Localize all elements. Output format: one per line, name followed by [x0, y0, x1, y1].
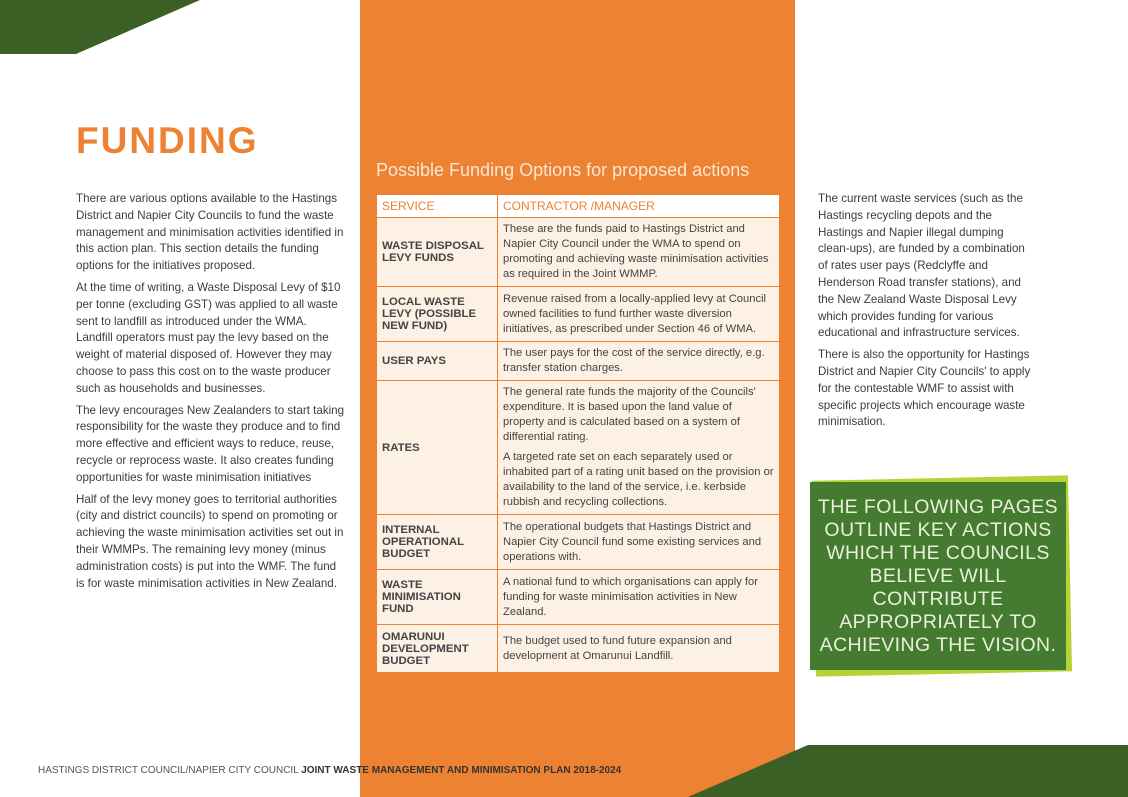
service-cell: LOCAL WASTE LEVY (POSSIBLE NEW FUND)	[377, 287, 498, 342]
table-row	[377, 515, 780, 570]
service-cell: RATES	[377, 381, 498, 515]
table-row	[377, 287, 780, 342]
table-row	[377, 570, 780, 625]
column-header-contractor: CONTRACTOR /MANAGER	[498, 195, 780, 218]
table-row	[377, 625, 780, 673]
description-cell: These are the funds paid to Hastings District and Napier City Council under the WMA to spend on promoting and achieving waste minimisation activities as required in the Joint WMMP.	[498, 218, 780, 287]
service-cell: INTERNAL OPERATIONAL BUDGET	[377, 515, 498, 570]
table-row	[377, 218, 780, 287]
description-paragraph: A targeted rate set on each separately used or inhabited part of a rating unit based on the provision or availability to the land of the service, i.e. kerbside rubbish and recycling collections.	[503, 451, 774, 508]
service-cell: WASTE DISPOSAL LEVY FUNDS	[377, 218, 498, 287]
description-cell: The user pays for the cost of the service directly, e.g. transfer station charges.	[498, 342, 780, 381]
left-paragraph: At the time of writing, a Waste Disposal Levy of $10 per tonne (excluding GST) was applied to all waste sent to landfill as introduced under the WMA. Landfill operators must pay the levy based on the weight of material disposed of. However they may choose to pass this cost on to the waste producer such as households and businesses.	[76, 280, 341, 395]
description-paragraph: The general rate funds the majority of the Councils' expenditure. It is based upon the land value of property and is calculated based on a system of differential rating.	[503, 386, 756, 443]
left-paragraph: Half of the levy money goes to territorial authorities (city and district councils) to spend on promoting or achieving the waste minimisation activities set out in their WMMPs. The remaining levy money (minus administration costs) is put into the WMF. The fund is for waste minimisation activities in New Zealand.	[76, 492, 344, 590]
footer-document-title: JOINT WASTE MANAGEMENT AND MINIMISATION PLAN 2018-2024	[301, 765, 622, 776]
callout-text: THE FOLLOWING PAGES OUTLINE KEY ACTIONS WHICH THE COUNCILS BELIEVE WILL CONTRIBUTE APPROPRIATELY TO ACHIEVING THE VISION.	[817, 495, 1059, 656]
table-row	[377, 381, 780, 515]
corner-decoration-top-left	[0, 0, 200, 54]
page-title: FUNDING	[76, 120, 259, 161]
table-row	[377, 342, 780, 381]
right-paragraph: The current waste services (such as the Hastings recycling depots and the Hastings and Napier illegal dumping clean-ups), are funded by a combination of rates user pays (Redclyffe and Henderson Road transfer stations), and the New Zealand Waste Disposal Levy which provides funding for various educational and infrastructure services.	[818, 192, 1025, 340]
table-title: Possible Funding Options for proposed actions	[376, 160, 750, 180]
left-column	[76, 191, 346, 597]
description-cell: A national fund to which organisations can apply for funding for waste minimisation activities in New Zealand.	[498, 570, 780, 625]
footer-organisation: HASTINGS DISTRICT COUNCIL/NAPIER CITY COUNCIL	[38, 765, 299, 776]
description-cell: The budget used to fund future expansion and development at Omarunui Landfill.	[498, 625, 780, 673]
callout-panel	[810, 482, 1066, 670]
right-column	[818, 191, 1033, 436]
service-cell: WASTE MINIMISATION FUND	[377, 570, 498, 625]
service-cell: OMARUNUI DEVELOPMENT BUDGET	[377, 625, 498, 673]
table-header-row	[377, 195, 780, 218]
description-cell	[498, 381, 780, 515]
description-cell: The operational budgets that Hastings District and Napier City Council fund some existing services and operations with.	[498, 515, 780, 570]
left-paragraph: The levy encourages New Zealanders to start taking responsibility for the waste they produce and to find more effective and efficient ways to reduce, reuse, recycle or reprocess waste. It also creates funding opportunities for waste minimisation initiatives	[76, 403, 345, 484]
service-cell: USER PAYS	[377, 342, 498, 381]
corner-decoration-bottom-right	[688, 745, 1128, 797]
left-paragraph: There are various options available to the Hastings District and Napier City Councils to fund the waste management and minimisation activities identified in this action plan. This section details the funding options for the initiatives proposed.	[76, 192, 344, 273]
funding-options-table	[376, 194, 780, 673]
right-paragraph: There is also the opportunity for Hastings District and Napier City Councils' to apply for the contestable WMF to assist with specific projects which encourage waste minimisation.	[818, 348, 1031, 429]
description-cell: Revenue raised from a locally-applied levy at Council owned facilities to fund further waste diversion initiatives, as prescribed under Section 46 of WMA.	[498, 287, 780, 342]
column-header-service: SERVICE	[377, 195, 498, 218]
page-footer	[38, 765, 621, 776]
callout-box	[810, 482, 1066, 670]
